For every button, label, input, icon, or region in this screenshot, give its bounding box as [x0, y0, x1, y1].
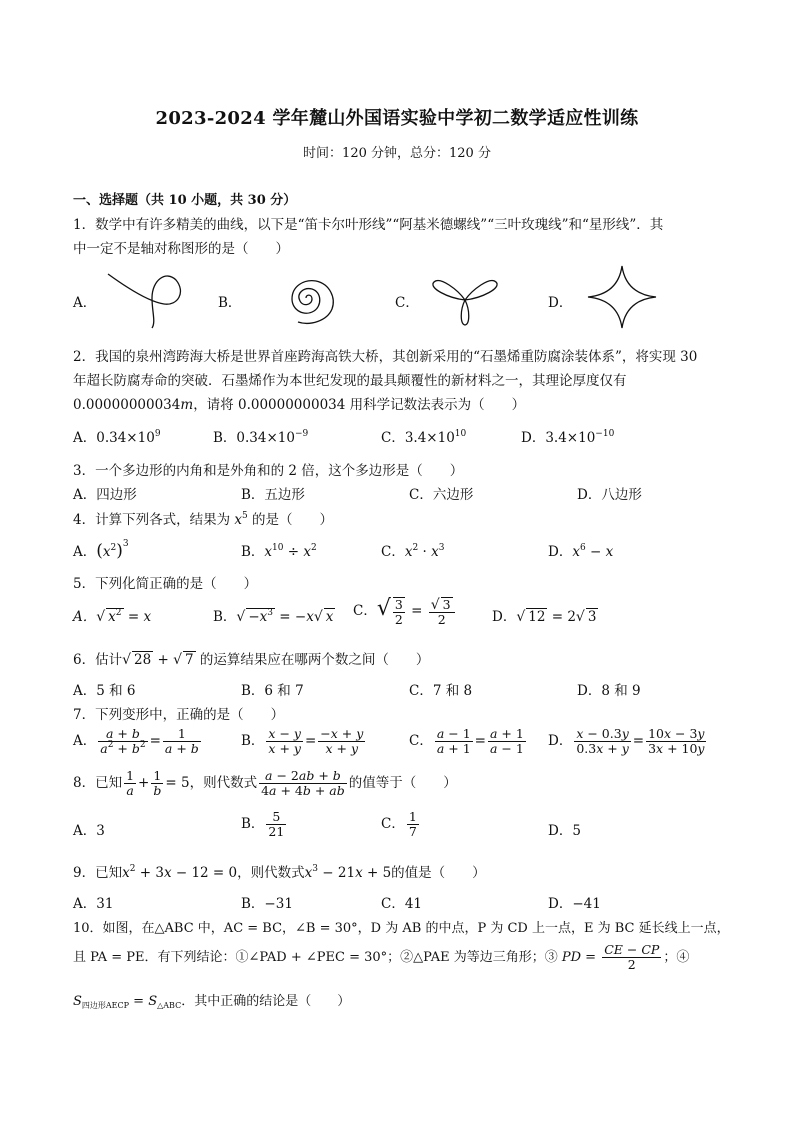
- three-leaf-rose-figure: [430, 266, 500, 328]
- q10-stem-line3: $S_{四边形AECP} = S_{\triangle ABC}$．其中正确的结论是（ ）: [73, 994, 351, 1010]
- q6-option-a: A．5 和 6: [73, 683, 136, 699]
- q3-option-a: A．四边形: [73, 487, 137, 503]
- q2-unit: m: [180, 397, 194, 413]
- q4-option-c: C．$x^2 \cdot x^3$: [381, 543, 445, 560]
- q2-stem-line1: 2．我国的泉州湾跨海大桥是世界首座跨海高铁大桥，其创新采用的“石墨烯重防腐涂装体系”，将实现 30: [73, 349, 698, 365]
- q9-option-c: C．41: [381, 896, 423, 912]
- q3-stem: 3．一个多边形的内角和是外角和的 2 倍，这个多边形是（ ）: [73, 463, 464, 479]
- q5-option-a: A．√ $x^2 = x$: [73, 608, 152, 625]
- q9-stem: 9．已知$x^2 + 3x - 12 = 0$，则代数式$x^3 - 21x + 5$的值是（ ）: [73, 864, 486, 881]
- q6-option-d: D．8 和 9: [577, 683, 641, 699]
- q4-stem: 4．计算下列各式，结果为 $x^5$ 的是（ ）: [73, 511, 334, 528]
- q2-option-a: A．$0.34\times 10^9$: [73, 429, 161, 446]
- q7-option-d: D． $\frac{x - 0.3y}{0.3x + y}$ = $\frac{10x - 3y}{3x + 10y}$: [548, 726, 705, 756]
- q7-option-b: B． $\frac{x - y}{x + y}$ = $\frac{-x + y}{x + y}$: [241, 726, 364, 756]
- exam-info: 时间：120 分钟，总分：120 分: [303, 146, 491, 161]
- q7-option-a: A． $\frac{a + b}{a^2 + b^2}$ = $\frac{1}{a + b}$: [73, 726, 199, 756]
- q8-option-c: C． $\frac{1}{7}$: [381, 809, 417, 839]
- q1-option-a: A．: [73, 295, 97, 311]
- q8-stem: 8．已知 $\frac{1}{a}$ + $\frac{1}{b}$ = 5，则代数式 $\frac{a - 2ab + b}{4a + 4b + ab}$ 的值等于（ ）: [73, 768, 457, 798]
- q2-stem-line3: [73, 393, 525, 413]
- q7-option-c: C． $\frac{a - 1}{a + 1}$ = $\frac{a + 1}{a - 1}$: [409, 726, 524, 756]
- q6-stem: 6．估计√ 28 + √ 7 的运算结果应在哪两个数之间（ ）: [73, 652, 430, 668]
- q10-stem-line2: 且 PA = PE．有下列结论：①∠PAD + ∠PEC = 30°；②△PAE 为等边三角形；③ PD = $\frac{CE - CP}{2}$ ；④: [73, 942, 690, 972]
- q3-option-c: C．六边形: [409, 487, 474, 503]
- q3-option-b: B．五边形: [241, 487, 305, 503]
- q10-stem-line1: 10．如图，在△ABC 中，AC = BC，∠B = 30°，D 为 AB 的中点，P 为 CD 上一点，E 为 BC 延长线上一点，: [73, 921, 730, 936]
- q1-stem-line1: 1．数学中有许多精美的曲线，以下是“笛卡尔叶形线”“阿基米德螺线”“三叶玫瑰线”和“星形线”．其: [73, 217, 664, 233]
- q7-stem: 7．下列变形中，正确的是（ ）: [73, 707, 285, 723]
- q6-option-b: B．6 和 7: [241, 683, 304, 699]
- q8-option-a: A．3: [73, 823, 105, 839]
- q2-number: 0.00000000034: [73, 397, 181, 413]
- folium-curve-figure: [100, 262, 190, 332]
- astroid-figure: [586, 264, 658, 330]
- q1-option-c: C．: [395, 295, 419, 311]
- q2-stem-line2: 年超长防腐寿命的突破．石墨烯作为本世纪发现的最具颠覆性的新材料之一，其理论厚度仅有: [73, 373, 627, 389]
- q5-option-c: C．√ $\frac{3}{2}$ = $\frac{√ 3}{2}$: [353, 596, 457, 627]
- q2-option-b: B．$0.34\times 10^{-9}$: [213, 429, 309, 446]
- q2-option-d: D．$3.4\times 10^{-10}$: [521, 429, 615, 446]
- q5-stem: 5．下列化简正确的是（ ）: [73, 576, 258, 592]
- q4-option-d: D．$x^6 - x$: [548, 543, 614, 560]
- q6-option-c: C．7 和 8: [409, 683, 473, 699]
- section-heading: 一、选择题（共 10 小题，共 30 分）: [73, 193, 297, 208]
- q8-option-b: B． $\frac{5}{21}$: [241, 809, 285, 839]
- q1-option-b: B．: [218, 295, 242, 311]
- spiral-curve-figure: [270, 266, 350, 328]
- q1-stem-line2: 中一定不是轴对称图形的是（ ）: [73, 241, 289, 257]
- q2-stem-tail: ，请将 0.00000000034 用科学记数法表示为（ ）: [193, 397, 526, 413]
- q9-option-b: B．−31: [241, 896, 293, 912]
- q2-option-c: C．$3.4\times 10^{10}$: [381, 429, 467, 446]
- q5-option-d: D．√ 12 = 2√ 3: [492, 609, 597, 625]
- q4-option-a: A．$(x^2)^3$: [73, 539, 129, 561]
- q9-option-d: D．−41: [548, 896, 601, 912]
- q5-option-b: B．√ $-x^3 = -x√$ x: [213, 608, 334, 625]
- q3-option-d: D．八边形: [577, 487, 642, 503]
- q8-option-d: D．5: [548, 823, 581, 839]
- q1-option-d: D．: [548, 295, 573, 311]
- page-title: 2023-2024 学年麓山外国语实验中学初二数学适应性训练: [155, 108, 639, 129]
- q9-option-a: A．31: [73, 896, 114, 912]
- q4-option-b: B．$x^{10} \div x^2$: [241, 543, 317, 560]
